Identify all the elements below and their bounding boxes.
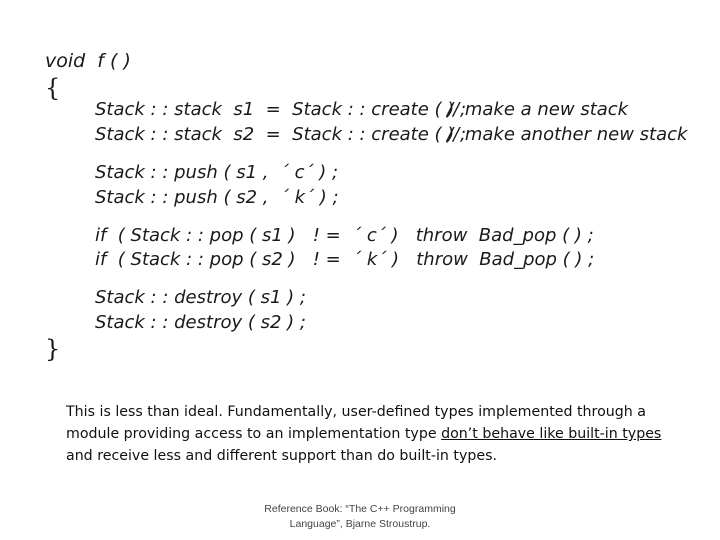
reference-footer	[230, 502, 490, 532]
code-line-7: Stack : : destroy ( s1 ) ;	[95, 287, 306, 308]
code-line-5: if ( Stack : : pop ( s1 ) ! = ´ c´ ) throw Bad_pop ( ) ;	[95, 225, 594, 246]
code-line-1: Stack : : stack s1 = Stack : : create ( ) ;	[95, 99, 467, 120]
open-brace: {	[45, 74, 61, 102]
paragraph-text-after: and receive less and different support than do built-in types.	[66, 448, 498, 464]
explanation-paragraph	[66, 401, 676, 467]
code-line-8: Stack : : destroy ( s2 ) ;	[95, 312, 306, 333]
reference-line-2: Language”, Bjarne Stroustrup.	[289, 518, 431, 530]
paragraph-text-before: This is less than ideal. Fundamentally, user-defined types implemented through a module providing access to an implementation type	[66, 404, 646, 442]
code-line-4: Stack : : push ( s2 , ´ k´ ) ;	[95, 187, 339, 208]
code-line-6: if ( Stack : : pop ( s2 ) ! = ´ k´ ) throw Bad_pop ( ) ;	[95, 249, 595, 270]
code-line-2: Stack : : stack s2 = Stack : : create ( ) ;	[95, 124, 467, 145]
function-signature: void f ( )	[45, 50, 131, 72]
paragraph-underlined-text: don’t behave like built-in types	[441, 426, 662, 442]
close-brace: }	[45, 335, 61, 363]
reference-line-1: Reference Book: “The C++ Programming	[264, 503, 456, 515]
comment-1: // make a new stack	[447, 99, 629, 120]
comment-2: // make another new stack	[447, 124, 688, 145]
code-line-3: Stack : : push ( s1 , ´ c´ ) ;	[95, 162, 339, 183]
